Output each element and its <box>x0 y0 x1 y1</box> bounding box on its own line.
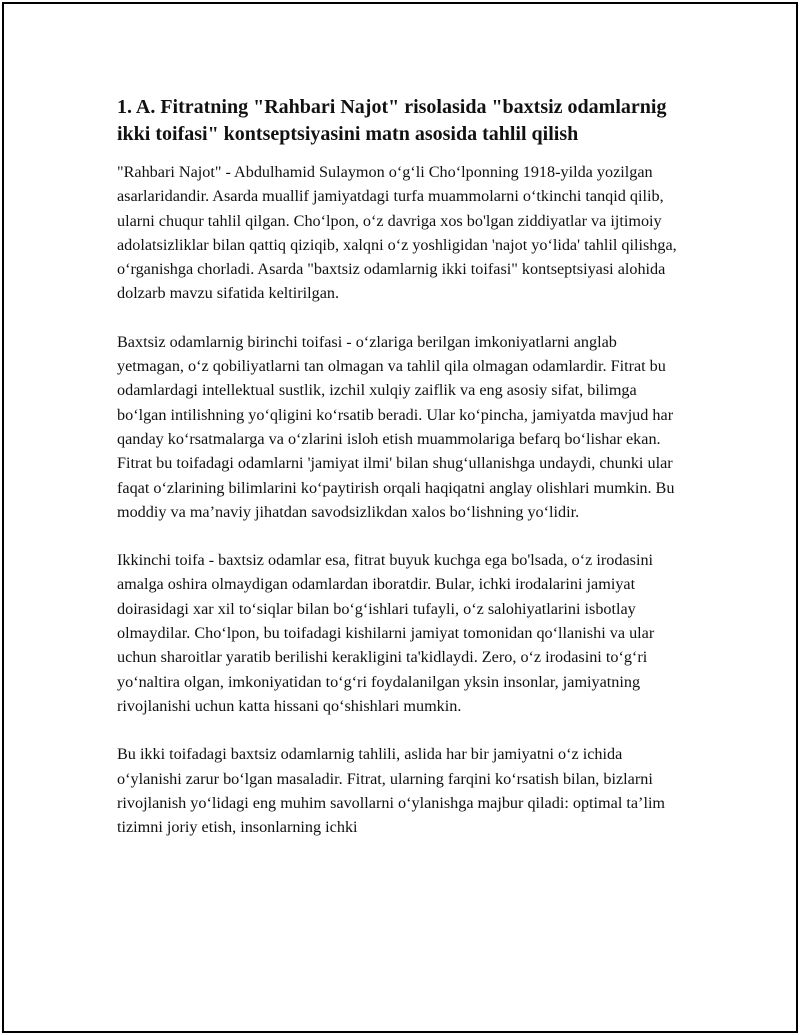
document-title: 1. A. Fitratning "Rahbari Najot" risolasida "baxtsiz odamlarnig ikki toifasi" kontseptsiyasini matn asosida tahlil qilish <box>117 96 667 145</box>
paragraph-first-category: Baxtsiz odamlarnig birinchi toifasi - o‘zlariga berilgan imkoniyatlarni anglab yetmagan, o‘z qobiliyatlarni tan olmagan va tahlil qila olmagan odamlardir. Fitrat bu odamlardagi intellektual sustlik, izchil xulqiy zaiflik va eng asosiy sifat, bilimga bo‘lgan intilishning yo‘qligini ko‘rsatib beradi. Ular ko‘pincha, jamiyatda mavjud har qanday ko‘rsatmalarga va o‘zlarini isloh etish muammolariga befarq bo‘lishar ekan. Fitrat bu toifadagi odamlarni 'jamiyat ilmi' bilan shug‘ullanishga undaydi, chunki ular faqat o‘zlarining bilimlarini ko‘paytirish orqali haqiqatni anglay olishlari mumkin. Bu moddiy va ma’naviy jihatdan savodsizlikdan xalos bo‘lishning yo‘lidir. <box>117 332 675 521</box>
document-body <box>117 94 687 863</box>
paragraph-conclusion: Bu ikki toifadagi baxtsiz odamlarnig tahlili, aslida har bir jamiyatni o‘z ichida o‘ylanishi zarur bo‘lgan masaladir. Fitrat, ularning farqini ko‘rsatish bilan, bizlarni rivojlanish yo‘lidagi eng muhim savollarni o‘ylanishga majbur qiladi: optimal ta’lim tizimni joriy etish, insonlarning ichki <box>117 745 666 837</box>
paragraph-second-category: Ikkinchi toifa - baxtsiz odamlar esa, fitrat buyuk kuchga ega bo'lsada, o‘z irodasini amalga oshira olmaydigan odamlardan iboratdir. Bular, ichki irodalarini jamiyat doirasidagi xar xil to‘siqlar bilan bo‘g‘ishlari tufayli, o‘z salohiyatlarini isbotlay olmaydilar. Cho‘lpon, bu toifadagi kishilarni jamiyat tomonidan qo‘llanishi va ular uchun sharoitlar yaratib berilishi kerakligini ta'kidlaydi. Zero, o‘z irodasini to‘g‘ri yo‘naltira olgan, imkoniyatidan to‘g‘ri foydalanilgan yksin insonlar, jamiyatning rivojlanishi uchun katta hissani qo‘shishlari mumkin. <box>117 551 655 715</box>
paragraph-intro: "Rahbari Najot" - Abdulhamid Sulaymon o‘g‘li Cho‘lponning 1918-yilda yozilgan asarlaridandir. Asarda muallif jamiyatdagi turfa muammolarni o‘tkinchi tanqid qilib, ularni chuqur tahlil qilgan. Cho‘lpon, o‘z davriga xos bo'lgan ziddiyatlar va ijtimoiy adolatsizliklar bilan qattiq qiziqib, xalqni o‘z yoshligidan 'najot yo‘lida' tahlil qilishga, o‘rganishga chorladi. Asarda "baxtsiz odamlarnig ikki toifasi" kontseptsiyasi alohida dolzarb mavzu sifatida keltirilgan. <box>117 163 677 303</box>
